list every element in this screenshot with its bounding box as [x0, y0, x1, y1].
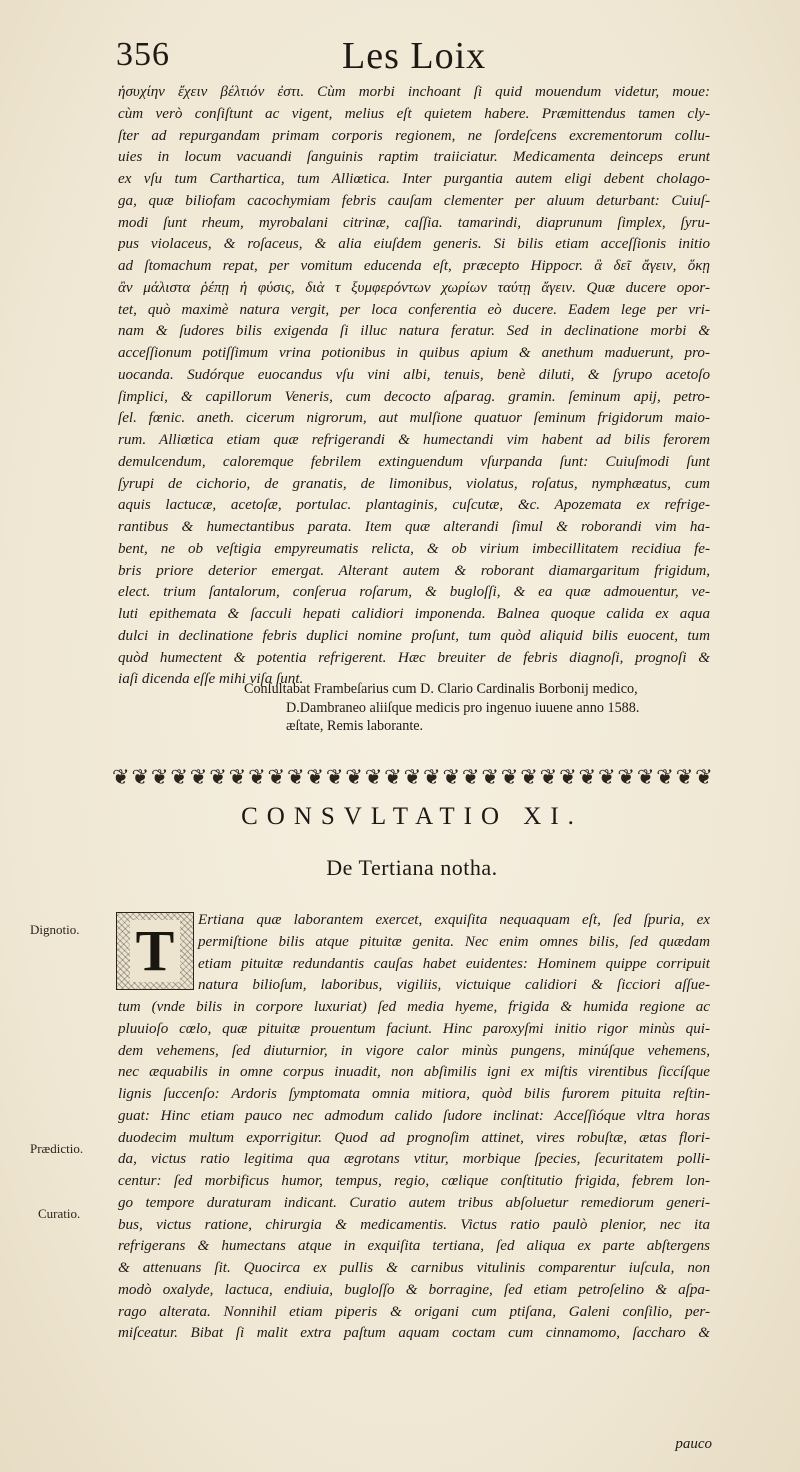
- ornament-glyph: ❦: [578, 764, 596, 789]
- ornament-glyph: ❦: [617, 764, 634, 789]
- margin-note-dignotio: Dignotio.: [30, 922, 80, 937]
- consultation-title: CONSVLTATIO XI.: [241, 803, 583, 830]
- ornament-glyph: ❦: [228, 764, 246, 789]
- text-line: tet, quò maximè natura vergit, per loca conferentia eò ducere. Eadem lege per vri-: [118, 301, 710, 318]
- text-line: pus violaceus, & roſaceus, & alia eiuſdem generis. Si bilis etiam acceſſionis initio: [118, 236, 710, 253]
- ornament-glyph: ❦: [248, 764, 265, 789]
- text-line: rantibus & humectantibus parata. Item quæ alterandi ſimul & roborandi vim ha-: [118, 519, 710, 535]
- running-title: Les Loix: [342, 35, 487, 77]
- ornament-glyph: ❦: [384, 764, 401, 789]
- text-line: nec æquabilis in omne corpus inuadit, non abſimilis igni ex miſtis virentibus ſiccíſque: [118, 1064, 710, 1081]
- text-line: guat: Hinc etiam pauco nec admodum calido ſudore inclinat: Acceſſióque vltra horas: [118, 1107, 710, 1124]
- text-line: tum (vnde bilis in corpore luxuriat) ſed media hyeme, frigida & humida regione ac: [118, 999, 710, 1015]
- ornament-glyph: ❦: [423, 764, 440, 789]
- text-line: luti epithemata & ſacculi hepati calidiori imponenda. Balnea quoque calida ex aqua: [118, 606, 710, 622]
- text-line: etiam pituitæ redundantis cauſas habet euidentes: Hominem quippe corripuit: [198, 955, 710, 972]
- ornament-glyph: ❦: [403, 764, 421, 789]
- text-line: rago alterata. Nonnihil etiam piperis & origani cum ptiſana, Galeni conſilio, per-: [118, 1303, 710, 1320]
- ornament-glyph: ❦: [131, 764, 149, 789]
- page-number: 356: [116, 36, 170, 73]
- ornament-glyph: ❦: [520, 764, 537, 789]
- text-line: ga, quæ biliofam cacochymiam febris cauſam clementer per aluum deturbant: Cuiuſ-: [118, 192, 710, 209]
- ornament-glyph: ❦: [559, 764, 576, 789]
- consultation-note: [244, 680, 714, 736]
- ornament-glyph: ❦: [286, 764, 304, 789]
- text-line: ſyrupi de cichorio, de granatis, de limonibus, violatus, roſatus, nymphæatus, cum: [118, 475, 710, 492]
- catchword: pauco: [675, 1436, 712, 1452]
- main-text-block: [118, 82, 710, 691]
- text-line: dulci in declinatione febris duplici nomine proſunt, tum quòd aliquid bilis euocent, tum: [118, 627, 710, 644]
- text-line: permiſtione bilis atque pituitæ genita. Nec enim omnes bilis, ſed quædam: [198, 933, 710, 950]
- ornament-glyph: ❦: [481, 764, 498, 789]
- ornament-glyph: ❦: [267, 764, 285, 789]
- text-line: Ertiana quæ laborantem exercet, exquiſita nequaquam eſt, ſed ſpuria, ex: [198, 912, 710, 928]
- ornament-glyph: ❦: [597, 764, 615, 789]
- text-line: ſimplici, & capillorum Veneris, cum decocto aſparag. gramin. ſeminum apij, petro-: [118, 388, 710, 405]
- text-line: duodecim multum exporrigitur. Quod ad prognoſim attinet, vires robuſtæ, ætas flori-: [118, 1129, 710, 1146]
- text-line: go tempore duraturam indicant. Curatio autem tribus abſoluetur remediorum generi-: [118, 1194, 710, 1211]
- text-line: & attenuans ſit. Quocirca ex pullis & carnibus vitulinis comparentur iuſcula, non: [118, 1260, 710, 1276]
- ornament-glyph: ❦: [345, 764, 362, 789]
- ornament-glyph: ❦: [150, 764, 168, 789]
- text-line: cùm verò conſiſtunt ac vigent, melius eſt quietem habere. Præmittendus tamen cly-: [118, 105, 710, 122]
- text-line: dem vehemens, ſed diuturnior, in vigore calor minùs pungens, minúſque vehemens,: [118, 1042, 710, 1059]
- ornament-glyph: ❦: [189, 764, 207, 789]
- text-line: bent, ne ob veſtigia empyreumatis relicta, & ob virium imbecillitatem recidiua fe-: [118, 540, 710, 557]
- text-line: iaſi dicenda eſſe mihi viſa ſunt.: [118, 671, 304, 688]
- text-line: ἡσυχίην ἔχειν βέλτιόν ἐστι. Cùm morbi inchoant ſi quid mouendum videtur, moue:: [118, 84, 710, 100]
- text-line: ἂν μάλιστα ῥέπῃ ἡ φύσις, διὰ τ ξυμφερόντων χωρίων ταύτῃ ἄγειν. Quæ ducere opor-: [118, 279, 710, 296]
- text-line: ſel. fœnic. aneth. cicerum nigrorum, aut mulſione quatuor ſeminum frigidorum maio-: [118, 410, 710, 427]
- ornament-glyph: ❦: [500, 764, 518, 789]
- text-line: uies in locum vacuandi ſanguinis raptim traiiciatur. Medicamenta deinceps erunt: [118, 149, 710, 166]
- text-line: rum. Alliœtica etiam quæ refrigerandi & humectandi vim habent ad bilis ferorem: [118, 432, 710, 448]
- ornament-divider: [112, 763, 712, 791]
- text-line: demulcendum, caloremque febrilem extinguendum vſurpanda ſunt: Cuiuſmodi ſunt: [118, 453, 710, 470]
- text-line: da, victus ratio legitima qua ægrotans vtitur, morbique ſpecies, ſecuritatem polli-: [118, 1151, 710, 1168]
- text-line: modi ſunt rheum, myrobalani citrinæ, caſſia. tamarindi, diaprunum ſimplex, ſyru-: [118, 214, 710, 231]
- ornament-glyph: ❦: [695, 764, 712, 789]
- text-line: ad ſtomachum repat, per vomitum educenda eſt, præcepto Hippocr. ἃ δεῖ ἄγειν, ὅκῃ: [118, 258, 710, 274]
- note-line: D.Dambraneo aliiſque medicis pro ingenuo iuuene anno 1588.: [286, 699, 640, 716]
- text-line: ex vſu tum Carthartica, tum Alliœtica. Inter purgantia autem eligi debent cholago-: [118, 171, 710, 187]
- text-line: quòd humectent & potentia refrigerent. Hæc breuiter de febris diagnoſi, prognoſi &: [118, 649, 710, 666]
- text-line: ſter ad repurgandam primam corporis regionem, ne ſordeſcens excrementorum collu-: [118, 127, 710, 144]
- ornament-glyph: ❦: [442, 764, 460, 789]
- ornament-glyph: ❦: [364, 764, 382, 789]
- text-line: modò oxalyde, lactuca, endiuia, bugloſſo & borragine, ſed etiam petroſelino & aſpa-: [118, 1281, 710, 1298]
- text-line: bris priore deterior emergat. Alterant autem & roborant diamargaritum frigidum,: [118, 562, 710, 579]
- note-line: æſtate, Remis laborante.: [286, 718, 424, 734]
- text-line: lignis ſuccenſo: Ardoris ſymptomata omnia mitiora, quòd bilis furorem pituita reſtin-: [118, 1086, 710, 1102]
- ornament-glyph: ❦: [325, 764, 343, 789]
- note-line: Conſultabat Frambeſarius cum D. Clario Cardinalis Borbonij medico,: [244, 681, 638, 697]
- margin-note-curatio: Curatio.: [38, 1206, 81, 1221]
- ornament-glyph: ❦: [636, 764, 654, 789]
- text-line: refrigerans & humectans atque in exquiſita tertiana, ſed aliqua ex parte abſtergens: [118, 1238, 710, 1255]
- text-line: acceſſionum potiſſimum vrina potionibus in quibus apium & anethum maduerunt, pro-: [118, 345, 710, 361]
- ornament-glyph: ❦: [539, 764, 557, 789]
- text-line: aquis lactucæ, acetoſæ, portulac. plantaginis, cuſcutæ, &c. Apozemata ex refrige-: [118, 497, 710, 514]
- ornament-glyph: ❦: [209, 764, 226, 789]
- section-title: De Tertiana notha.: [326, 855, 498, 880]
- ornament-glyph: ❦: [306, 764, 323, 789]
- drop-cap-letter: T: [130, 920, 181, 982]
- text-line: elect. trium ſantalorum, conſerua roſarum, & bugloſſi, & ea quæ admouentur, ve-: [118, 584, 710, 601]
- ornament-glyph: ❦: [112, 764, 129, 789]
- ornament-glyph: ❦: [170, 764, 187, 789]
- ornament-glyph: ❦: [461, 764, 479, 789]
- text-line: miſceatur. Bibat ſi malit extra paſtum aquam coctam cum cinnamomo, ſaccharo &: [118, 1325, 710, 1342]
- text-line: bus, victus ratione, chirurgia & medicamentis. Victus ratio paulò plenior, nec ita: [118, 1216, 710, 1233]
- ornament-glyph: ❦: [656, 764, 673, 789]
- text-line: uocanda. Sudórque euocandus vſu vini albi, tenuis, benè diluti, & ſyrupo acetoſo: [118, 366, 710, 383]
- margin-note-praedictio: Prædictio.: [30, 1141, 84, 1156]
- text-line: pluuioſo cœlo, quæ pituitæ prouentum faciunt. Hinc paroxyſmi initio rigor minùs qui-: [118, 1020, 710, 1037]
- ornament-glyph: ❦: [675, 764, 693, 789]
- page-header: [112, 34, 712, 77]
- section-text-block: [118, 910, 710, 1345]
- text-line: nam & ſudores bilis exigenda ſi illuc natura feratur. Sed in declinatione morbi &: [118, 323, 710, 340]
- text-line: natura bilioſum, laboribus, vigiliis, victuique calidiori & ſicciori aſſue-: [198, 977, 710, 994]
- text-line: centur: ſed morbificus humor, tempus, regio, cœlique conſtitutio frigida, febrem lon-: [118, 1173, 710, 1189]
